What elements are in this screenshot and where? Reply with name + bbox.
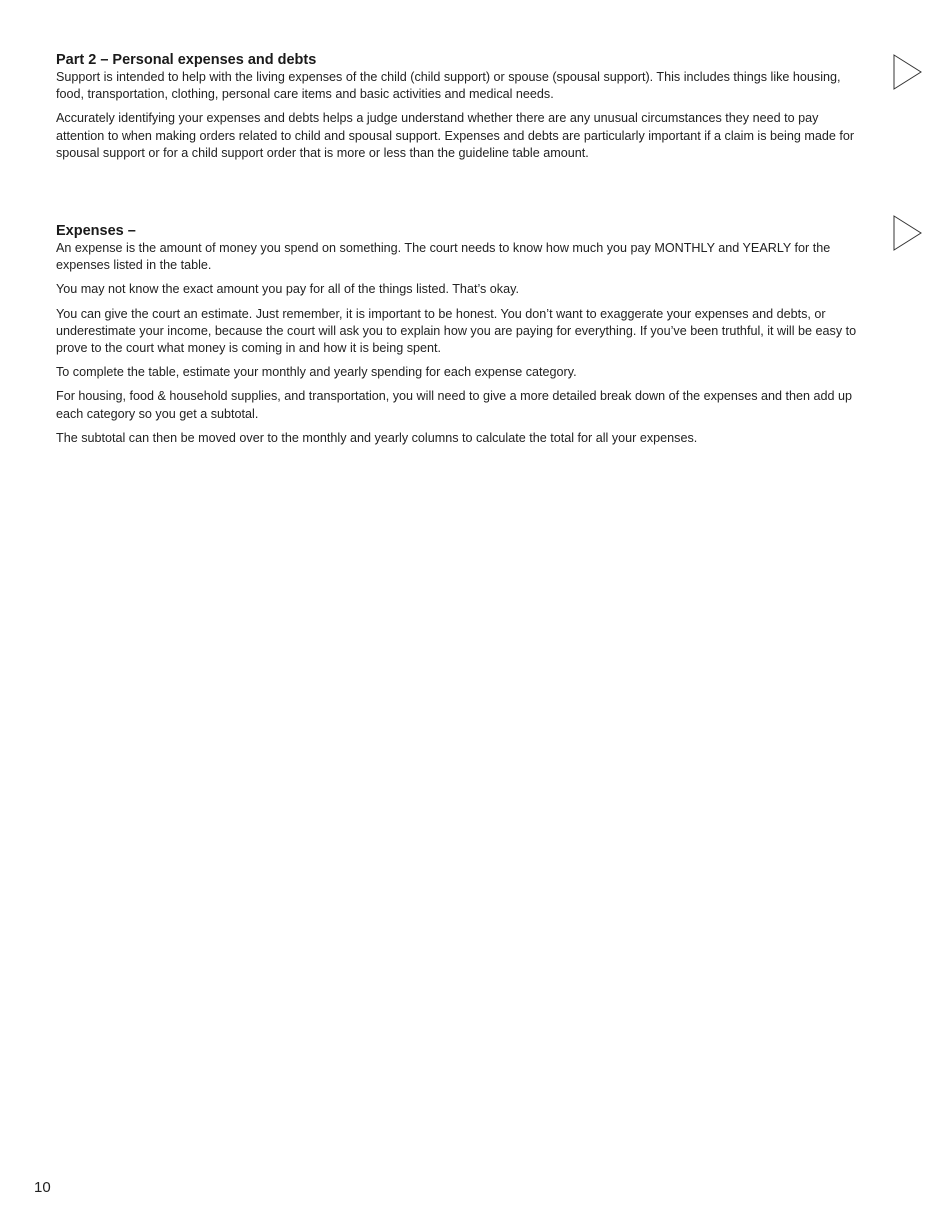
- page-number: 10: [34, 1179, 51, 1196]
- paragraph: You can give the court an estimate. Just remember, it is important to be honest. You don’t want to exaggerate your expenses and debts, or underestimate your income, because the court will ask you to explain how you are paying for everything. If you’ve been truthful, it will be easy to prove to the court what money is coming in and how it is being spent.: [56, 306, 857, 356]
- play-arrow-icon[interactable]: [893, 54, 923, 90]
- paragraph: Accurately identifying your expenses and debts helps a judge understand whether there are any unusual circumstances they need to pay attention to when making orders related to child and spousal support. Expenses and debts are particularly important if a claim is being made for spousal support or for a child support order that is more or less than the guideline table amount.: [56, 111, 855, 160]
- paragraph: You may not know the exact amount you pay for all of the things listed. That’s okay.: [56, 282, 519, 297]
- section-expenses: [56, 223, 864, 454]
- section-heading: Expenses –: [56, 223, 136, 239]
- play-arrow-icon[interactable]: [893, 215, 923, 251]
- paragraph: To complete the table, estimate your monthly and yearly spending for each expense category.: [56, 365, 577, 380]
- paragraph: Support is intended to help with the living expenses of the child (child support) or spouse (spousal support). This includes things like housing, food, transportation, clothing, personal care items and basic activities and medical needs.: [56, 70, 841, 102]
- paragraph: For housing, food & household supplies, and transportation, you will need to give a more detailed break down of the expenses and then add up each category so you get a subtotal.: [56, 389, 853, 421]
- section-personal-expenses-and-debts: [56, 52, 864, 169]
- paragraph: An expense is the amount of money you spend on something. The court needs to know how much you pay MONTHLY and YEARLY for the expenses listed in the table.: [56, 241, 831, 273]
- paragraph: The subtotal can then be moved over to the monthly and yearly columns to calculate the total for all your expenses.: [56, 430, 698, 445]
- section-heading: Part 2 – Personal expenses and debts: [56, 52, 317, 68]
